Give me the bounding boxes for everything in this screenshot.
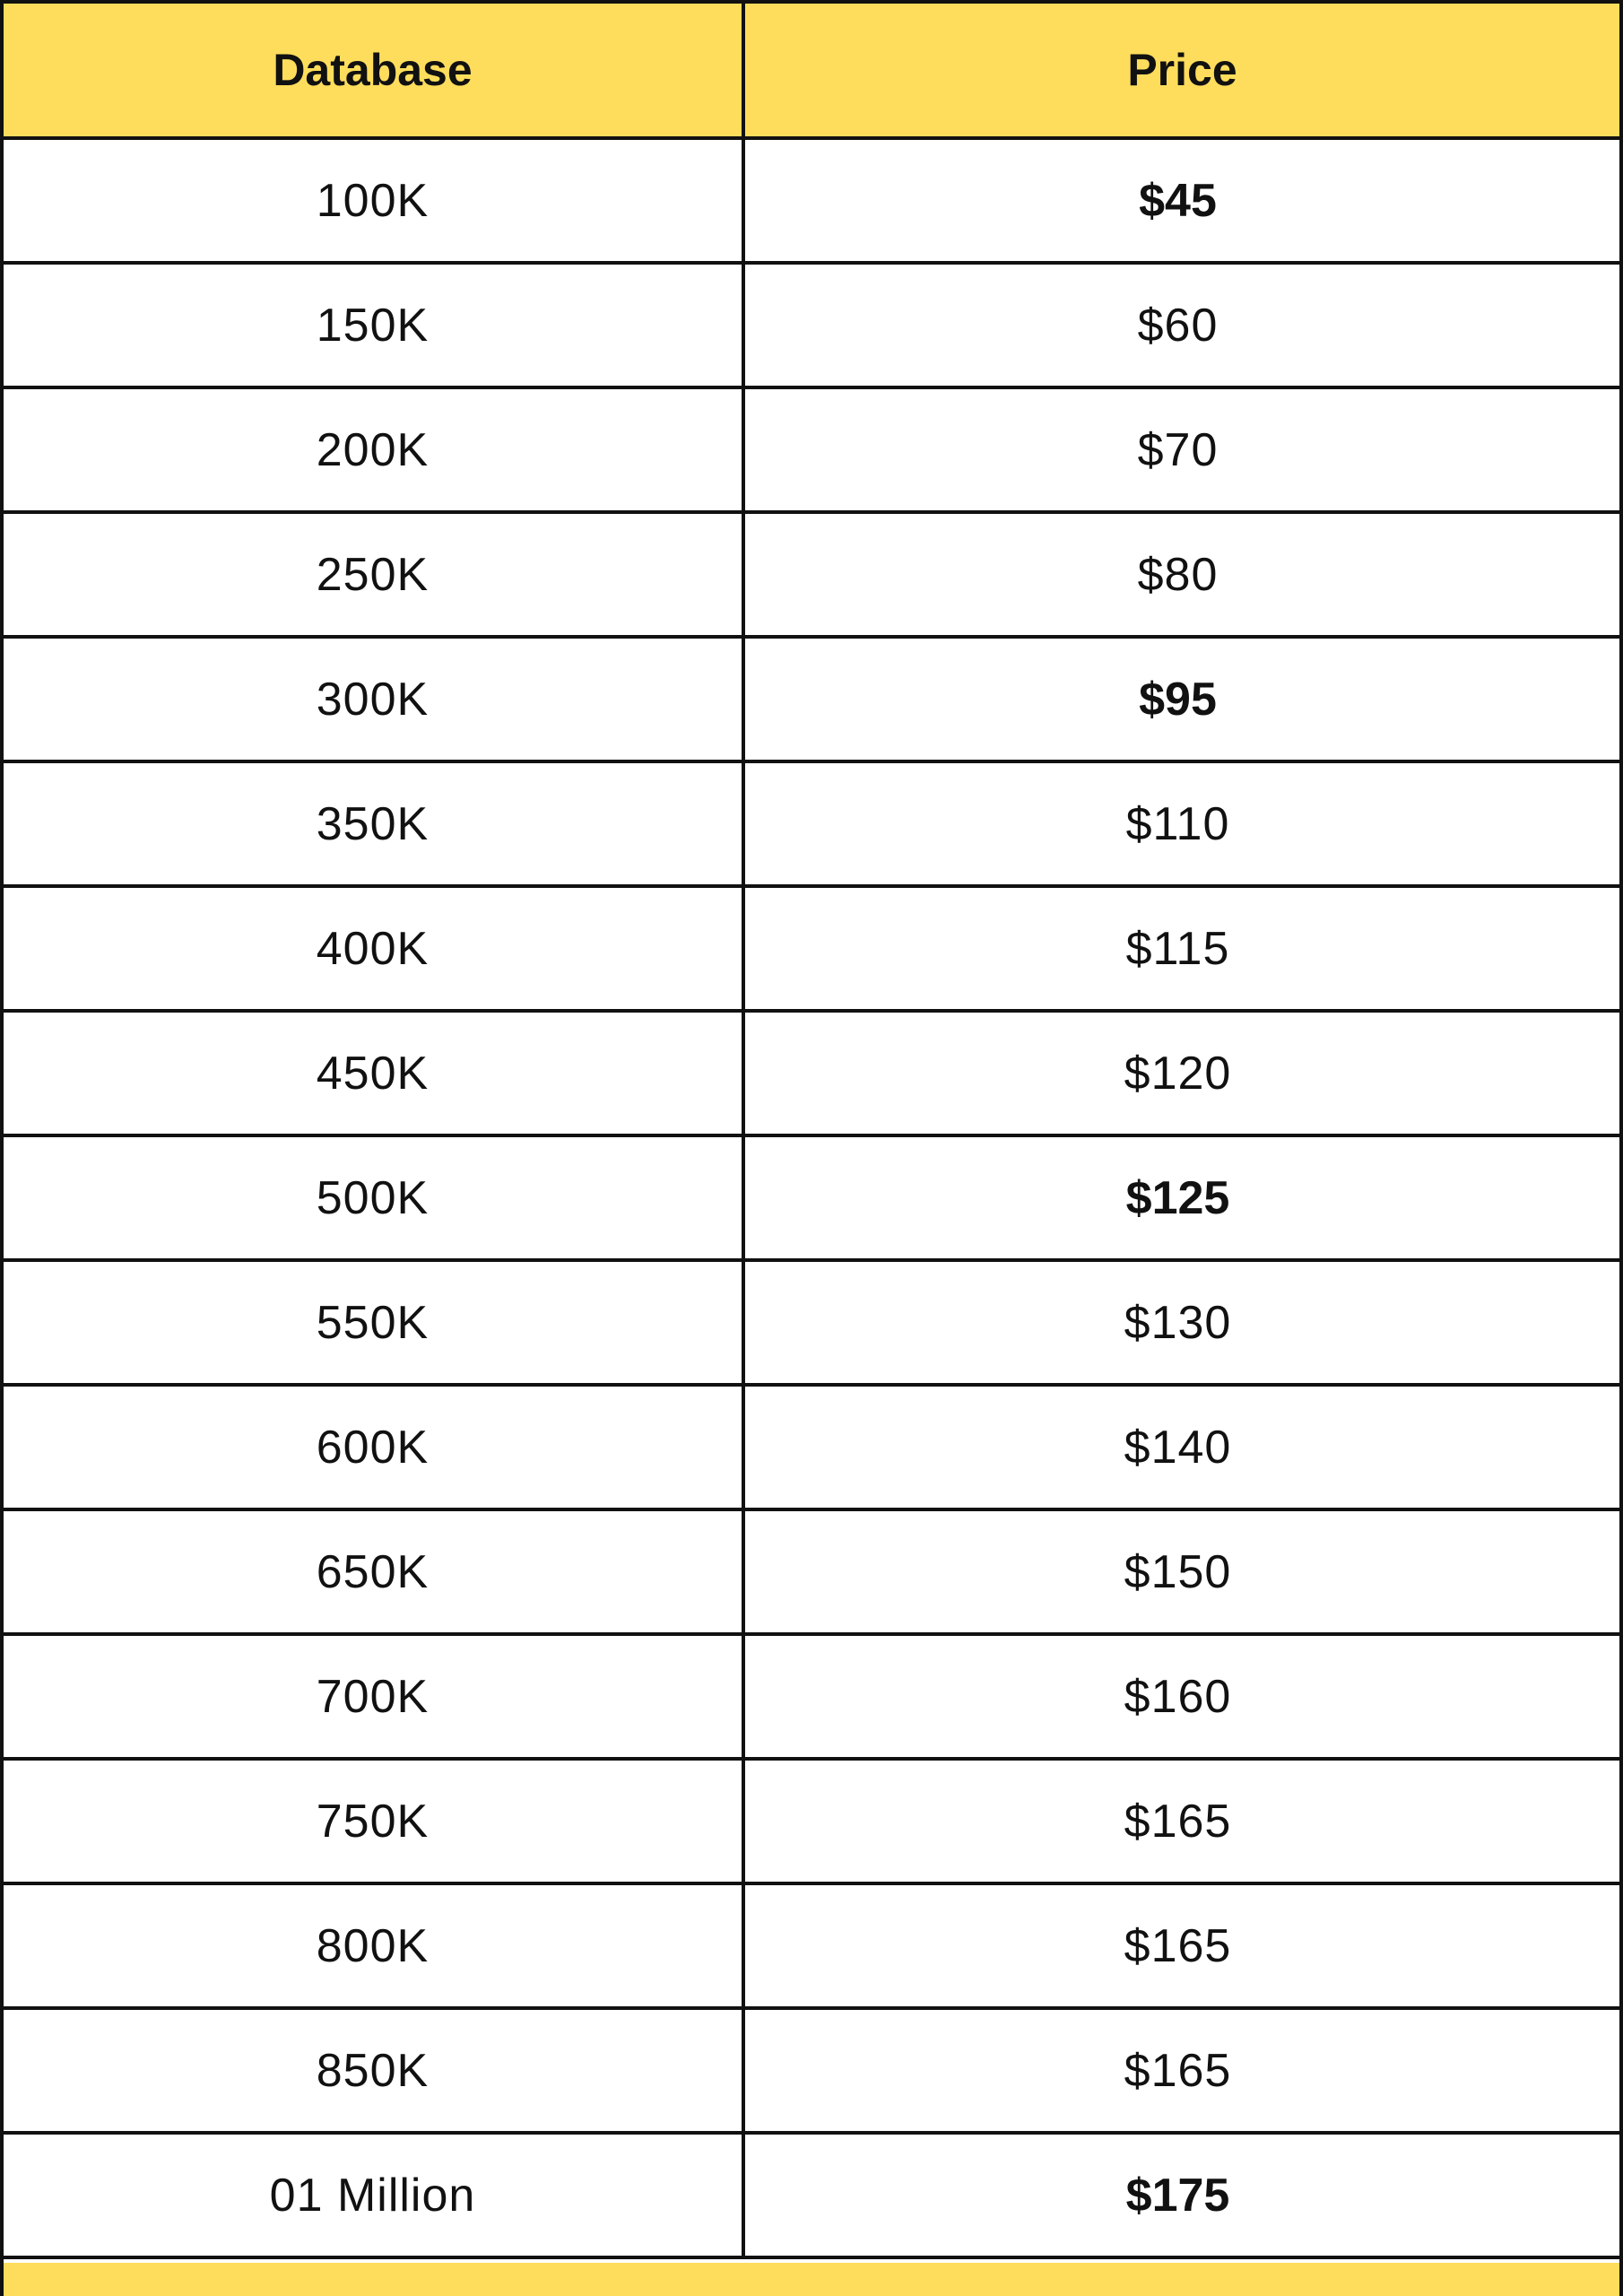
database-cell: 350K [4,763,745,884]
database-cell: 550K [4,1262,745,1383]
database-cell: 700K [4,1636,745,1757]
database-cell: 650K [4,1511,745,1632]
database-cell: 450K [4,1013,745,1134]
database-cell: 250K [4,514,745,635]
database-cell: 300K [4,639,745,760]
database-cell: 600K [4,1387,745,1508]
table-header-row [4,4,1619,140]
price-cell: $110 [1125,797,1230,850]
table-row [4,2010,1619,2135]
price-cell: $125 [1125,1171,1230,1224]
price-cell: $140 [1124,1421,1232,1474]
table-row [4,888,1619,1013]
price-cell: $120 [1124,1047,1232,1100]
price-cell: $80 [1137,548,1219,601]
table-row [4,763,1619,888]
footer-band [4,2263,1619,2296]
database-cell: 500K [4,1137,745,1258]
price-cell: $70 [1137,423,1219,476]
table-row [4,1636,1619,1761]
database-cell: 400K [4,888,745,1009]
price-cell: $165 [1124,1919,1232,1972]
table-row [4,1262,1619,1387]
table-row [4,1761,1619,1885]
price-cell: $160 [1124,1670,1232,1723]
price-cell: $95 [1139,673,1217,726]
price-column-header: Price [1127,45,1237,95]
price-cell: $150 [1124,1545,1232,1598]
table-row [4,1885,1619,2010]
database-cell: 01 Million [4,2135,745,2256]
database-cell: 200K [4,389,745,510]
price-cell: $60 [1137,299,1219,352]
price-cell: $115 [1125,922,1230,975]
database-cell: 150K [4,265,745,386]
table-row [4,639,1619,763]
table-row [4,514,1619,639]
table-row [4,1013,1619,1137]
price-cell: $165 [1124,2044,1232,2097]
table-row [4,389,1619,514]
database-cell: 100K [4,140,745,261]
price-cell: $175 [1125,2169,1230,2222]
database-cell: 750K [4,1761,745,1882]
table-row [4,265,1619,389]
database-cell: 850K [4,2010,745,2131]
table-row [4,1387,1619,1511]
database-column-header: Database [4,4,745,136]
price-cell: $165 [1124,1795,1232,1848]
table-row [4,1511,1619,1636]
table-body [4,140,1619,2259]
table-row [4,2135,1619,2259]
database-cell: 800K [4,1885,745,2006]
table-row [4,140,1619,265]
price-cell: $45 [1139,174,1217,227]
price-cell: $130 [1124,1296,1232,1349]
table-row [4,1137,1619,1262]
